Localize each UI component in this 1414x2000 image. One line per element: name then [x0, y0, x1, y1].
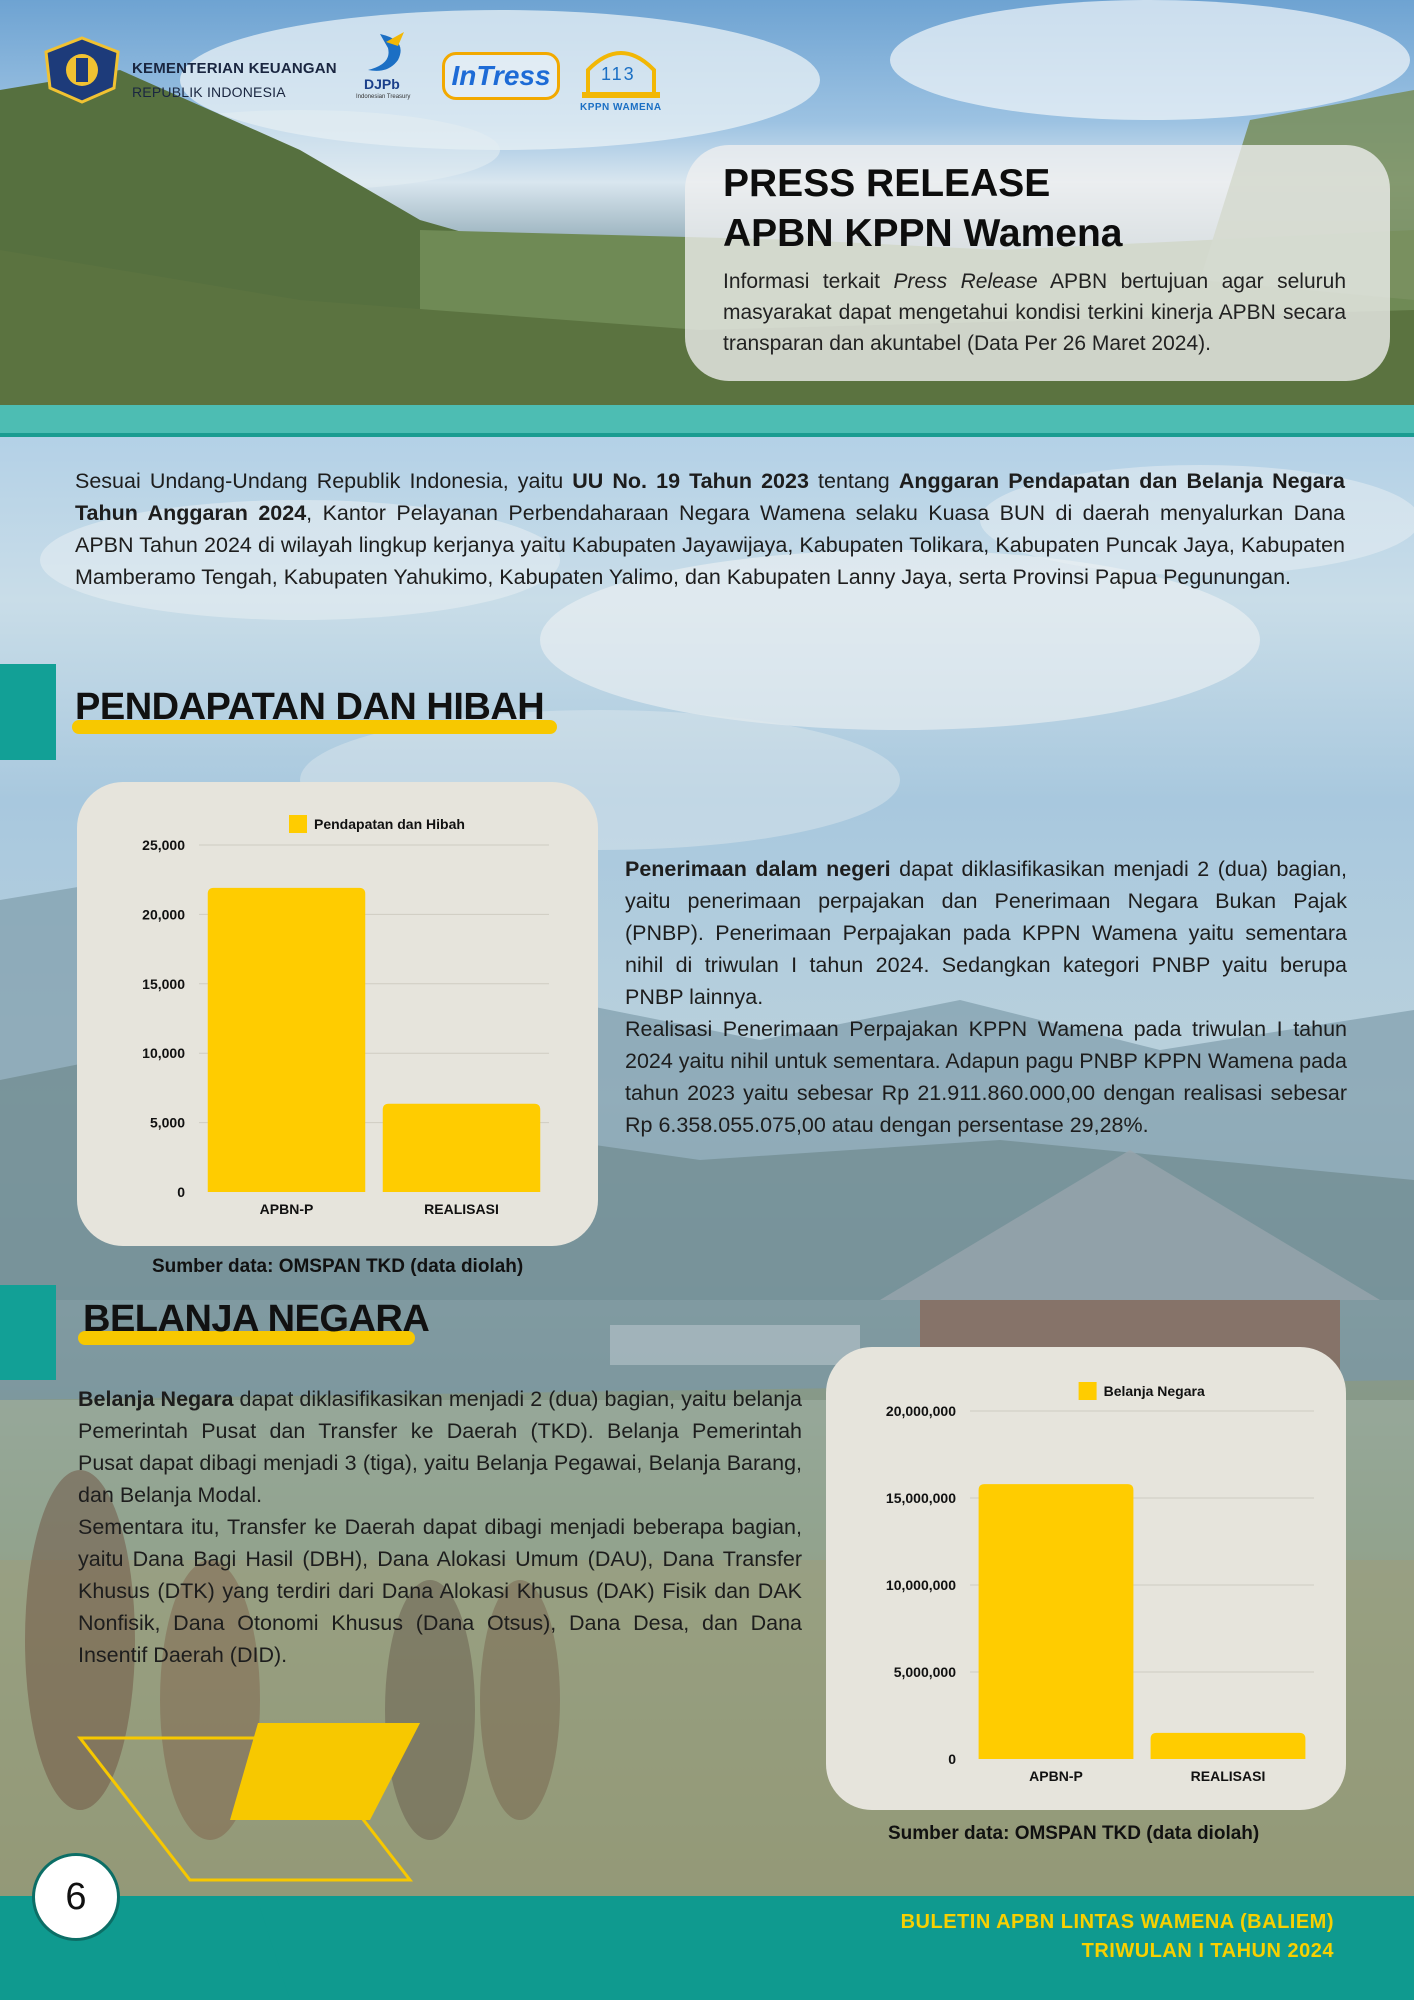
- bar-realisasi: [383, 1104, 541, 1192]
- section-title-pendapatan: PENDAPATAN DAN HIBAH: [75, 686, 545, 728]
- press-subtitle: APBN KPPN Wamena: [723, 212, 1123, 255]
- y-tick-label: 10,000: [142, 1045, 185, 1062]
- intress-logo: InTress: [442, 52, 560, 100]
- y-tick-label: 25,000: [142, 837, 185, 853]
- djpb-label: DJPb: [364, 76, 400, 92]
- ministry-logo: [42, 36, 122, 104]
- y-tick-label: 20,000: [142, 906, 185, 923]
- footer-period: TRIWULAN I TAHUN 2024: [1081, 1940, 1334, 1962]
- bar-apbn-p: [979, 1484, 1134, 1759]
- press-title: PRESS RELEASE: [723, 162, 1051, 205]
- chart-pendapatan: [77, 782, 598, 1246]
- chart-belanja: [826, 1347, 1346, 1810]
- section-marker: [0, 1285, 56, 1380]
- chart-pendapatan-svg: [77, 782, 598, 1246]
- header-band: [0, 405, 1414, 435]
- section-title-belanja: BELANJA NEGARA: [83, 1298, 430, 1340]
- intro-paragraph: Sesuai Undang-Undang Republik Indonesia, yaitu UU No. 19 Tahun 2023 tentang Anggaran Pendapatan dan Belanja Negara Tahun Anggaran 2024, Kantor Pelayanan Perbendaharaan Negara Wamena selaku Kuasa BUN di daerah menyalurkan Dana APBN Tahun 2024 di wilayah lingkup kerjanya yaitu Kabupaten Jayawijaya, Kabupaten Tolikara, Kabupaten Puncak Jaya, Kabupaten Mamberamo Tengah, Kabupaten Yahukimo, Kabupaten Yalimo, dan Kabupaten Lanny Jaya, serta Provinsi Papua Pegunungan.: [75, 469, 1345, 589]
- header-divider: [0, 433, 1414, 437]
- djpb-sublabel: Indonesian Treasury: [356, 94, 411, 100]
- page-number: 6: [32, 1853, 120, 1941]
- y-tick-label: 5,000: [149, 1114, 185, 1131]
- y-tick-label: 0: [177, 1184, 185, 1200]
- bar-realisasi: [1151, 1733, 1306, 1759]
- ministry-country: REPUBLIK INDONESIA: [132, 84, 286, 100]
- pendapatan-text-2: Realisasi Penerimaan Perpajakan KPPN Wamena pada triwulan I tahun 2024 yaitu nihil untuk sementara. Adapun pagu PNBP KPPN Wamena pada tahun 2023 yaitu sebesar Rp 21.911.860.000,00 dengan realisasi sebesar Rp 6.358.055.075,00 atau dengan persentase 29,28%.: [625, 1017, 1347, 1137]
- djpb-logo: [358, 30, 418, 80]
- section-marker: [0, 664, 56, 760]
- x-tick-label: REALISASI: [1190, 1768, 1266, 1784]
- x-tick-label: REALISASI: [424, 1201, 499, 1217]
- legend-swatch: [289, 815, 307, 833]
- y-tick-label: 20,000,000: [885, 1403, 956, 1419]
- belanja-text-2: Sementara itu, Transfer ke Daerah dapat dibagi menjadi beberapa bagian, yaitu Dana Bagi Hasil (DBH), Dana Alokasi Umum (DAU), Dana Transfer Khusus (DTK) yang terdiri dari Dana Alokasi Khusus (DAK) Fisik dan DAK Nonfisik, Dana Otonomi Khusus (Dana Otsus), Dana Desa, dan Dana Insentif Daerah (DID).: [78, 1515, 802, 1667]
- legend-label: Belanja Negara: [1103, 1383, 1205, 1399]
- pendapatan-text-1: Penerimaan dalam negeri dapat diklasifikasikan menjadi 2 (dua) bagian, yaitu penerimaan perpajakan dan Penerimaan Negara Bukan Pajak (PNBP). Penerimaan Perpajakan pada KPPN Wamena yaitu sementara nihil di triwulan I tahun 2024. Sedangkan kategori PNBP yaitu berupa PNBP lainnya.: [625, 857, 1348, 1009]
- y-tick-label: 15,000: [142, 975, 185, 992]
- chart-belanja-svg: [826, 1347, 1346, 1810]
- footer-bulletin-title: BULETIN APBN LINTAS WAMENA (BALIEM): [900, 1911, 1334, 1933]
- legend-swatch: [1079, 1382, 1097, 1400]
- legend-label: Pendapatan dan Hibah: [314, 816, 465, 832]
- chart-source-pendapatan: Sumber data: OMSPAN TKD (data diolah): [152, 1256, 524, 1277]
- y-tick-label: 10,000,000: [885, 1577, 956, 1593]
- y-tick-label: 15,000,000: [885, 1490, 956, 1506]
- y-tick-label: 0: [948, 1751, 956, 1767]
- kppn-logo-label: KPPN WAMENA: [580, 102, 662, 113]
- press-description: Informasi terkait Press Release APBN bertujuan agar seluruh masyarakat dapat mengetahui kondisi terkini kinerja APBN secara transparan dan akuntabel (Data Per 26 Maret 2024).: [723, 270, 1346, 355]
- y-tick-label: 5,000,000: [893, 1664, 956, 1680]
- x-tick-label: APBN-P: [1029, 1768, 1083, 1784]
- chart-source-belanja: Sumber data: OMSPAN TKD (data diolah): [888, 1823, 1260, 1844]
- ministry-name: KEMENTERIAN KEUANGAN: [132, 60, 337, 77]
- kppn-logo-number: 113: [601, 64, 636, 84]
- x-tick-label: APBN-P: [259, 1201, 314, 1217]
- bar-apbn-p: [208, 888, 366, 1192]
- belanja-text-1: Belanja Negara dapat diklasifikasikan menjadi 2 (dua) bagian, yaitu belanja Pemerintah Pusat dan Transfer ke Daerah (TKD). Belanja Pemerintah Pusat dapat dibagi menjadi 3 (tiga), yaitu Belanja Pegawai, Belanja Barang, dan Belanja Modal.: [78, 1387, 802, 1507]
